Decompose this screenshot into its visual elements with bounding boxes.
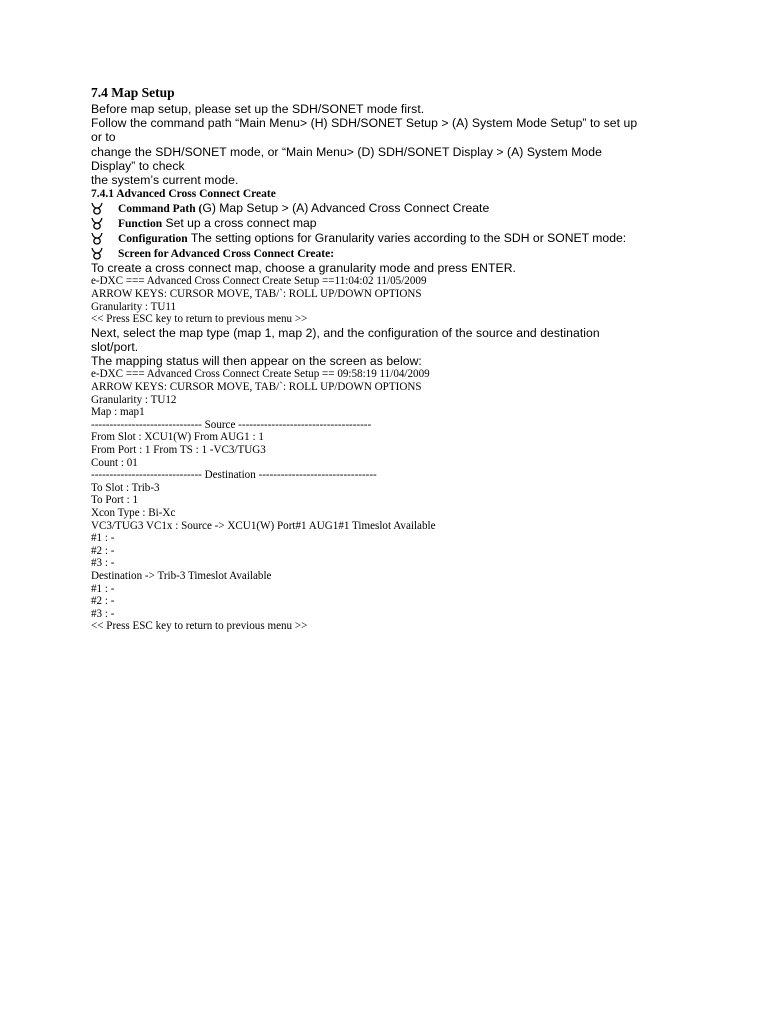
intro-paragraph bbox=[91, 102, 671, 187]
bullet-item-screen bbox=[91, 246, 671, 261]
section-heading: 7.4 Map Setup bbox=[91, 85, 175, 100]
subsection-heading: 7.4.1 Advanced Cross Connect Create bbox=[91, 188, 276, 201]
bullet-item-command-path bbox=[91, 201, 671, 216]
body-line: The mapping status will then appear on the screen as below: bbox=[91, 354, 422, 369]
screen-line: ARROW KEYS: CURSOR MOVE, TAB/`: ROLL UP/DOWN OPTIONS bbox=[91, 381, 422, 393]
screen-line: #3 : - bbox=[91, 607, 115, 620]
instruction-text: To create a cross connect map, choose a granularity mode and press ENTER. bbox=[91, 261, 516, 276]
screen-line: Granularity : TU11 bbox=[91, 300, 177, 313]
screen-capture-1 bbox=[91, 275, 671, 325]
screen-line: VC3/TUG3 VC1x : Source -> XCU1(W) Port#1 AUG1#1 Timeslot Available bbox=[91, 519, 436, 532]
screen-line: Granularity : TU12 bbox=[91, 393, 177, 406]
screen-line: #3 : - bbox=[91, 557, 115, 570]
screen-line: #2 : - bbox=[91, 595, 115, 608]
screen-capture-2 bbox=[91, 368, 671, 632]
screen-line: To Port : 1 bbox=[91, 494, 138, 507]
source-divider: ------------------------------ Source ------------------------------------ bbox=[91, 418, 372, 431]
screen-line: #2 : - bbox=[91, 544, 115, 557]
intro-line: Follow the command path “Main Menu> (H) SDH/SONET Setup > (A) System Mode Setup” to set up bbox=[91, 116, 638, 131]
bullet-label: Command Path ( bbox=[118, 203, 203, 216]
screen-line: Xcon Type : Bi-Xc bbox=[91, 506, 176, 519]
bullet-text: Set up a cross connect map bbox=[162, 216, 317, 231]
screen-line: Map : map1 bbox=[91, 406, 145, 419]
screen-line: To Slot : Trib-3 bbox=[91, 481, 160, 494]
screen-line: << Press ESC key to return to previous menu >> bbox=[91, 620, 308, 633]
bullet-icon bbox=[90, 232, 104, 245]
bullet-item-configuration bbox=[91, 231, 671, 246]
screen-line: From Slot : XCU1(W) From AUG1 : 1 bbox=[91, 431, 264, 444]
screen-line: e-DXC === Advanced Cross Connect Create Setup == 09:58:19 11/04/2009 bbox=[91, 368, 430, 381]
bullet-label: Configuration bbox=[118, 233, 188, 246]
bullet-text: The setting options for Granularity varies according to the SDH or SONET mode: bbox=[187, 231, 627, 246]
intro-line: Display” to check bbox=[91, 158, 185, 173]
bullet-icon bbox=[90, 217, 104, 230]
screen-line: ARROW KEYS: CURSOR MOVE, TAB/`: ROLL UP/DOWN OPTIONS bbox=[91, 288, 422, 301]
bullet-list bbox=[91, 201, 671, 261]
destination-divider: ------------------------------ Destination -------------------------------- bbox=[91, 469, 377, 482]
bullet-item-function bbox=[91, 216, 671, 231]
bullet-text: G) Map Setup > (A) Advanced Cross Connect Create bbox=[202, 201, 490, 216]
screen-line: << Press ESC key to return to previous menu >> bbox=[91, 313, 308, 326]
screen-line: Destination -> Trib-3 Timeslot Available bbox=[91, 569, 272, 582]
intro-line: the system’s current mode. bbox=[91, 173, 239, 188]
bullet-label: Screen for Advanced Cross Connect Create: bbox=[118, 248, 335, 261]
screen-line: #1 : - bbox=[91, 582, 115, 595]
screen-line: #1 : - bbox=[91, 532, 115, 545]
body-line: slot/port. bbox=[91, 340, 139, 354]
screen-line: Count : 01 bbox=[91, 456, 138, 469]
bullet-label: Function bbox=[118, 218, 163, 231]
intro-line: Before map setup, please set up the SDH/SONET mode first. bbox=[91, 102, 425, 116]
document-page bbox=[91, 84, 671, 633]
body-line: Next, select the map type (map 1, map 2), and the configuration of the source and destination bbox=[91, 325, 600, 340]
middle-paragraph bbox=[91, 326, 671, 369]
intro-line: or to bbox=[91, 130, 116, 145]
bullet-icon bbox=[90, 247, 104, 260]
screen-line: From Port : 1 From TS : 1 -VC3/TUG3 bbox=[91, 443, 266, 456]
intro-line: change the SDH/SONET mode, or “Main Menu> (D) SDH/SONET Display > (A) System Mode bbox=[91, 144, 602, 159]
screen-line: e-DXC === Advanced Cross Connect Create Setup ==11:04:02 11/05/2009 bbox=[91, 275, 427, 288]
bullet-icon bbox=[90, 202, 104, 215]
